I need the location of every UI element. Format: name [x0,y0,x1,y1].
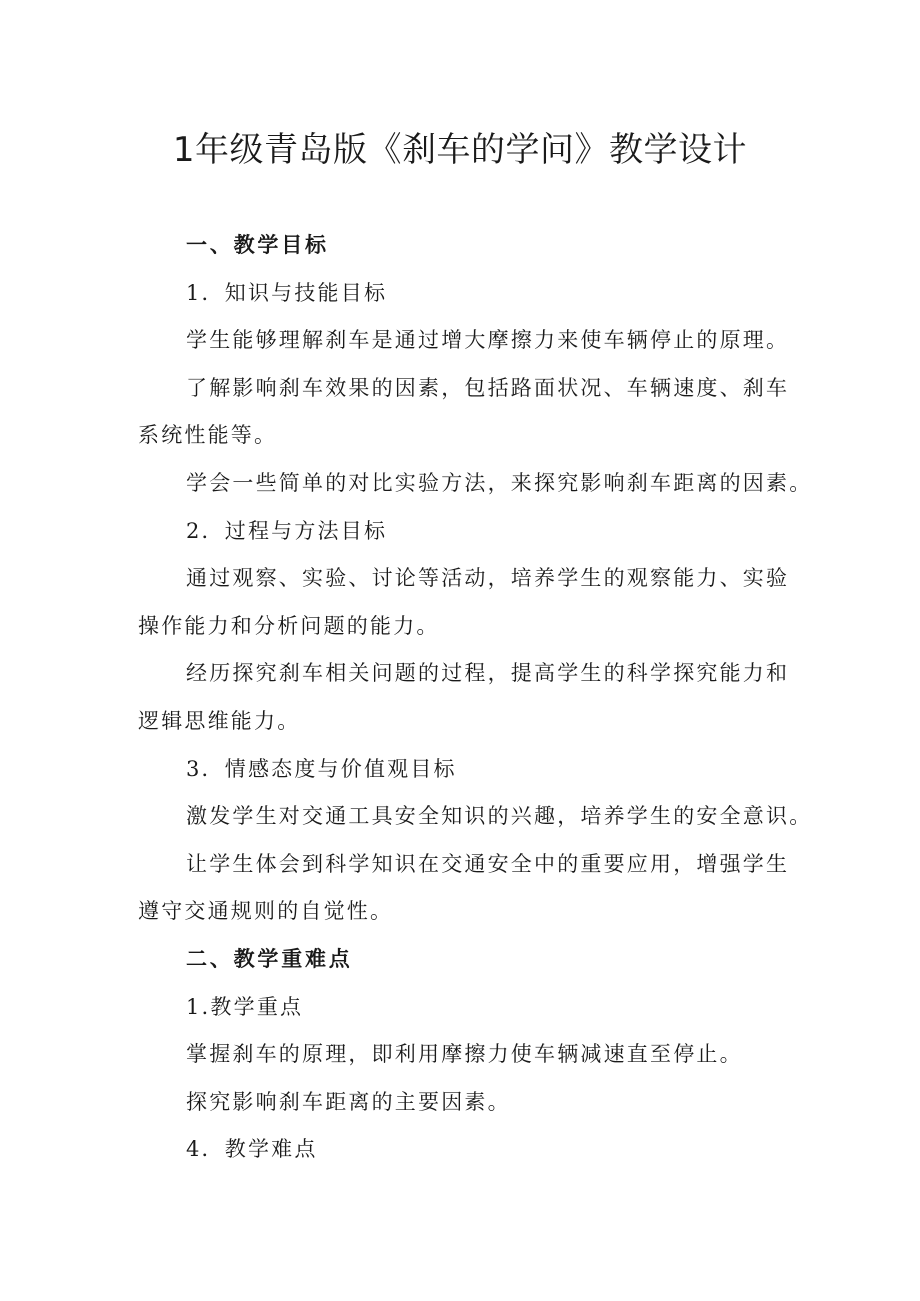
section-heading-teaching-goals: 一、教学目标 [186,233,329,257]
paragraph-line: 让学生体会到科学知识在交通安全中的重要应用，增强学生 [186,851,790,876]
subheading-process-methods: 2．过程与方法目标 [186,518,388,543]
document-title: 1年级青岛版《刹车的学问》教学设计 [172,130,748,170]
paragraph: 掌握刹车的原理，即利用摩擦力使车辆减速直至停止。 [186,1042,743,1067]
paragraph-line: 通过观察、实验、讨论等活动，培养学生的观察能力、实验 [186,566,790,591]
paragraph: 探究影响刹车距离的主要因素。 [186,1089,511,1114]
section-heading-key-difficult-points: 二、教学重难点 [186,946,353,971]
paragraph-line: 系统性能等。 [138,423,278,448]
paragraph: 学生能够理解刹车是通过增大摩擦力来使车辆停止的原理。 [186,328,790,353]
paragraph-line: 经历探究刹车相关问题的过程，提高学生的科学探究能力和 [186,661,790,686]
subheading-key-points: 1.教学重点 [186,994,304,1019]
paragraph-line: 了解影响刹车效果的因素，包括路面状况、车辆速度、刹车 [186,375,790,400]
document-body [138,222,813,1174]
subheading-knowledge-skills: 1．知识与技能目标 [186,280,388,305]
paragraph-line: 逻辑思维能力。 [138,708,301,733]
paragraph-line: 遵守交通规则的自觉性。 [138,899,394,924]
paragraph: 激发学生对交通工具安全知识的兴趣，培养学生的安全意识。 [186,804,813,829]
paragraph: 学会一些简单的对比实验方法，来探究影响刹车距离的因素。 [186,470,813,495]
paragraph-line: 操作能力和分析问题的能力。 [138,613,440,638]
subheading-difficult-points: 4．教学难点 [186,1137,318,1162]
subheading-attitude-values: 3．情感态度与价值观目标 [186,756,457,781]
